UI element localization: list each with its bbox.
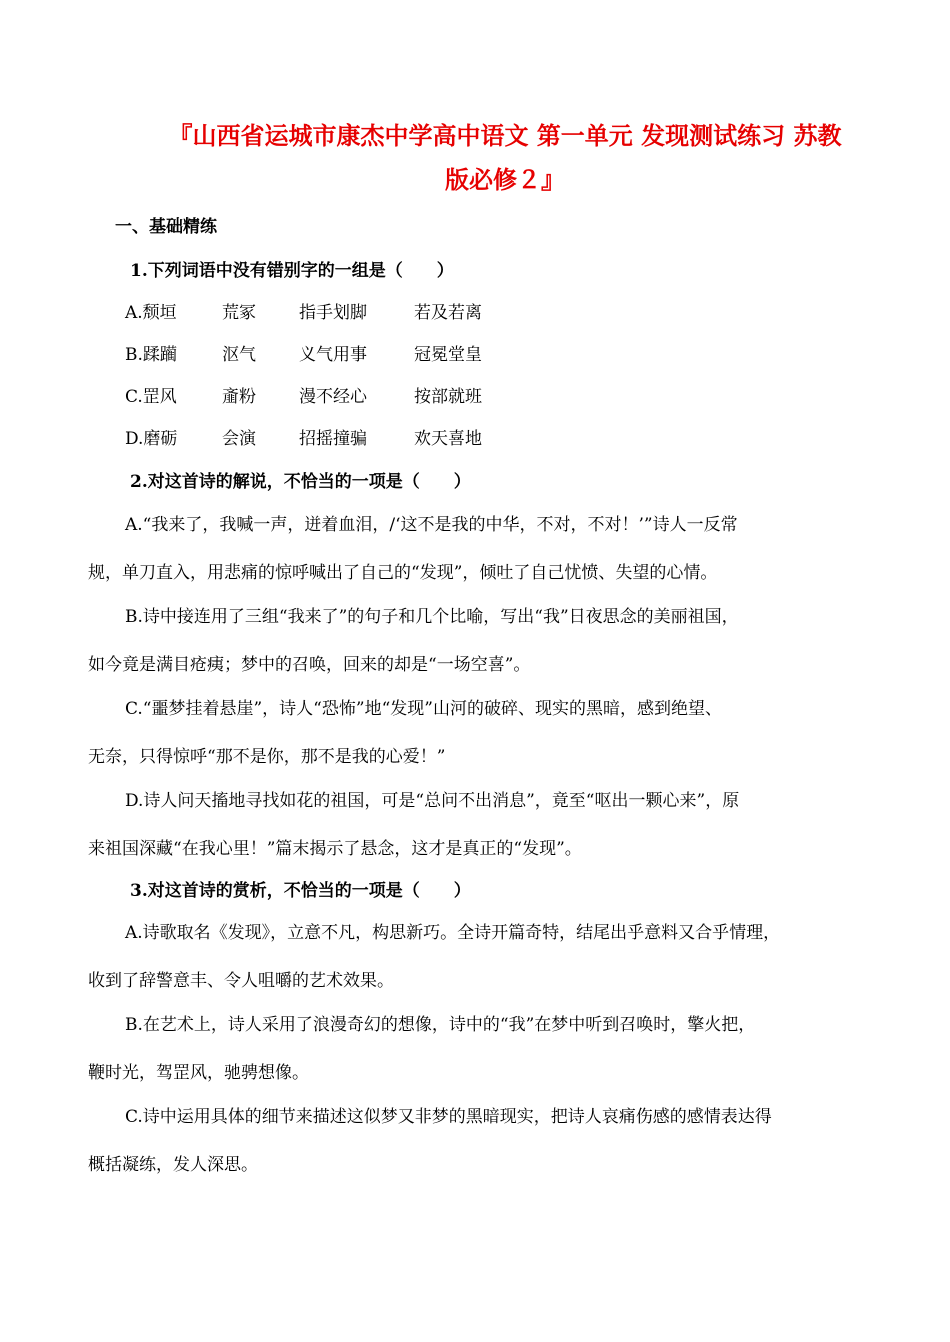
question-2-option-b-line-1: B.诗中接连用了三组“我来了”的句子和几个比喻，写出“我”日夜思念的美丽祖国， xyxy=(125,607,739,627)
option-word: 欢天喜地 xyxy=(414,429,482,449)
question-2-option-d-line-1: D.诗人问天搐地寻找如花的祖国，可是“总问不出消息”，竟至“呕出一颗心来”，原 xyxy=(125,791,740,811)
question-2-option-a-line-2: 规，单刀直入，用悲痛的惊呼喊出了自己的“发现”，倾吐了自己忧愤、失望的心情。 xyxy=(88,563,718,583)
question-2-option-d-line-2: 来祖国深藏“在我心里！”篇末揭示了悬念，这才是真正的“发现”。 xyxy=(88,839,582,859)
option-word: 沤气 xyxy=(222,345,256,365)
question-2-option-c-line-1: C.“噩梦挂着悬崖”，诗人“恐怖”地“发现”山河的破碎、现实的黑暗，感到绝望、 xyxy=(125,699,722,719)
option-word: 会演 xyxy=(222,429,256,449)
option-word: 指手划脚 xyxy=(299,303,367,323)
question-1-option-c xyxy=(125,382,482,407)
option-word: 招摇撞骗 xyxy=(299,429,367,449)
question-1-stem: 1.下列词语中没有错别字的一组是（ ） xyxy=(130,261,454,281)
option-word: 义气用事 xyxy=(299,345,367,365)
question-2-option-b-line-2: 如今竟是满目疮痍；梦中的召唤，回来的却是“一场空喜”。 xyxy=(88,655,531,675)
document-title-line-1: 『山西省运城市康杰中学高中语文 第一单元 发现测试练习 苏教 xyxy=(168,121,842,150)
question-2-option-c-line-2: 无奈，只得惊呼“那不是你，那不是我的心爱！” xyxy=(88,747,446,767)
option-word: 冠冕堂皇 xyxy=(414,345,482,365)
question-3-option-a-line-1: A.诗歌取名《发现》，立意不凡，构思新巧。全诗开篇奇特，结尾出乎意料又合乎情理， xyxy=(125,923,781,943)
question-3-stem: 3.对这首诗的赏析，不恰当的一项是（ ） xyxy=(130,881,471,901)
question-3-option-b-line-1: B.在艺术上，诗人采用了浪漫奇幻的想像，诗中的“我”在梦中听到召唤时，擎火把， xyxy=(125,1015,756,1035)
option-word: A.颓垣 xyxy=(125,303,177,323)
option-word: 齑粉 xyxy=(222,387,256,407)
option-word: 若及若离 xyxy=(414,303,482,323)
option-word: B.蹂躏 xyxy=(125,345,177,365)
question-1-option-a xyxy=(125,298,482,323)
option-word: 漫不经心 xyxy=(299,387,367,407)
question-3-option-b-line-2: 鞭时光，驾罡风，驰骋想像。 xyxy=(88,1063,309,1083)
question-2-option-a-line-1: A.“我来了，我喊一声，迸着血泪，/‘这不是我的中华，不对，不对！’”诗人一反常 xyxy=(125,515,738,535)
option-word: 荒冢 xyxy=(222,303,256,323)
option-word: 按部就班 xyxy=(414,387,482,407)
question-3-option-a-line-2: 收到了辞警意丰、令人咀嚼的艺术效果。 xyxy=(88,971,394,991)
question-1-option-d xyxy=(125,424,482,449)
section-heading: 一、基础精练 xyxy=(115,217,217,237)
option-word: C.罡风 xyxy=(125,387,177,407)
option-word: D.磨砺 xyxy=(125,429,178,449)
question-2-stem: 2.对这首诗的解说，不恰当的一项是（ ） xyxy=(130,472,471,492)
document-title-line-2: 版必修２』 xyxy=(445,165,565,194)
question-3-option-c-line-1: C.诗中运用具体的细节来描述这似梦又非梦的黑暗现实，把诗人哀痛伤感的感情表达得 xyxy=(125,1107,772,1127)
question-3-option-c-line-2: 概括凝练，发人深思。 xyxy=(88,1155,258,1175)
question-1-option-b xyxy=(125,340,482,365)
